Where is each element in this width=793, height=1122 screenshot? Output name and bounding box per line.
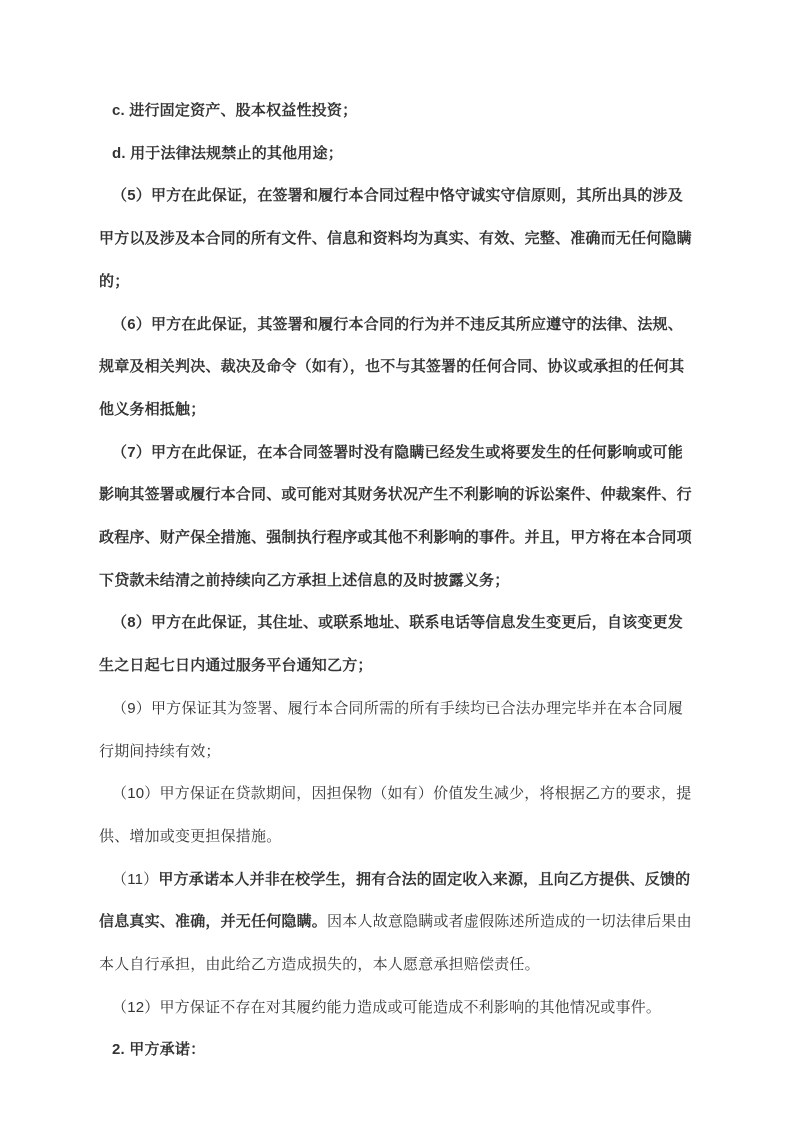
clause-11-warranty-bold-text: 甲方承诺本人并非在校学生，拥有合法的固定收入来源，且向乙方提供、反馈的信息真实、准确，并无任何隐瞒。: [99, 870, 691, 931]
clause-5: （5）甲方在此保证，在签署和履行本合同过程中恪守诚实守信原则，其所出具的涉及甲方以及涉及本合同的所有文件、信息和资料均为真实、有效、完整、准确而无任何隐瞒的；: [99, 187, 692, 290]
contract-text-block: [99, 90, 695, 1072]
clause-8: （8）甲方在此保证，其住址、或联系地址、联系电话等信息发生变更后，自该变更发生之日起七日内通过服务平台通知乙方；: [99, 614, 683, 675]
clause-10: （10）甲方保证在贷款期间，因担保物（如有）价值发生减少，将根据乙方的要求，提供、增加或变更担保措施。: [99, 785, 692, 845]
clause-d: d. 用于法律法规禁止的其他用途；: [112, 144, 343, 162]
clause-11-liability-text: 因本人故意隐瞒或者虚假陈述所造成的一切法律后果由本人自行承担，由此给乙方造成损失的，本人愿意承担赔偿责任。: [99, 913, 692, 974]
clause-c: c. 进行固定资产、股本权益性投资；: [112, 102, 358, 119]
clause-11-number: （11）: [112, 870, 159, 888]
clause-11: [99, 859, 695, 987]
section-2-heading: 2. 甲方承诺：: [112, 1041, 206, 1059]
clause-6: （6）甲方在此保证，其签署和履行本合同的行为并不违反其所应遵守的法律、法规、规章及相关判决、裁决及命令（如有），也不与其签署的任何合同、协议或承担的任何其他义务相抵触；: [99, 315, 685, 418]
clause-12: （12）甲方保证不存在对其履约能力造成或可能造成不利影响的其他情况或事件。: [112, 998, 662, 1016]
clause-9: （9）甲方保证其为签署、履行本合同所需的所有手续均已合法办理完毕并在本合同履行期间持续有效；: [99, 699, 683, 760]
clause-7: （7）甲方在此保证，在本合同签署时没有隐瞒已经发生或将要发生的任何影响或可能影响其签署或履行本合同、或可能对其财务状况产生不利影响的诉讼案件、仲裁案件、行政程序、财产保全措施、强制执行程序或其他不利影响的事件。并且，甲方将在本合同项下贷款未结清之前持续向乙方承担上述信息的及时披露义务；: [99, 443, 692, 589]
